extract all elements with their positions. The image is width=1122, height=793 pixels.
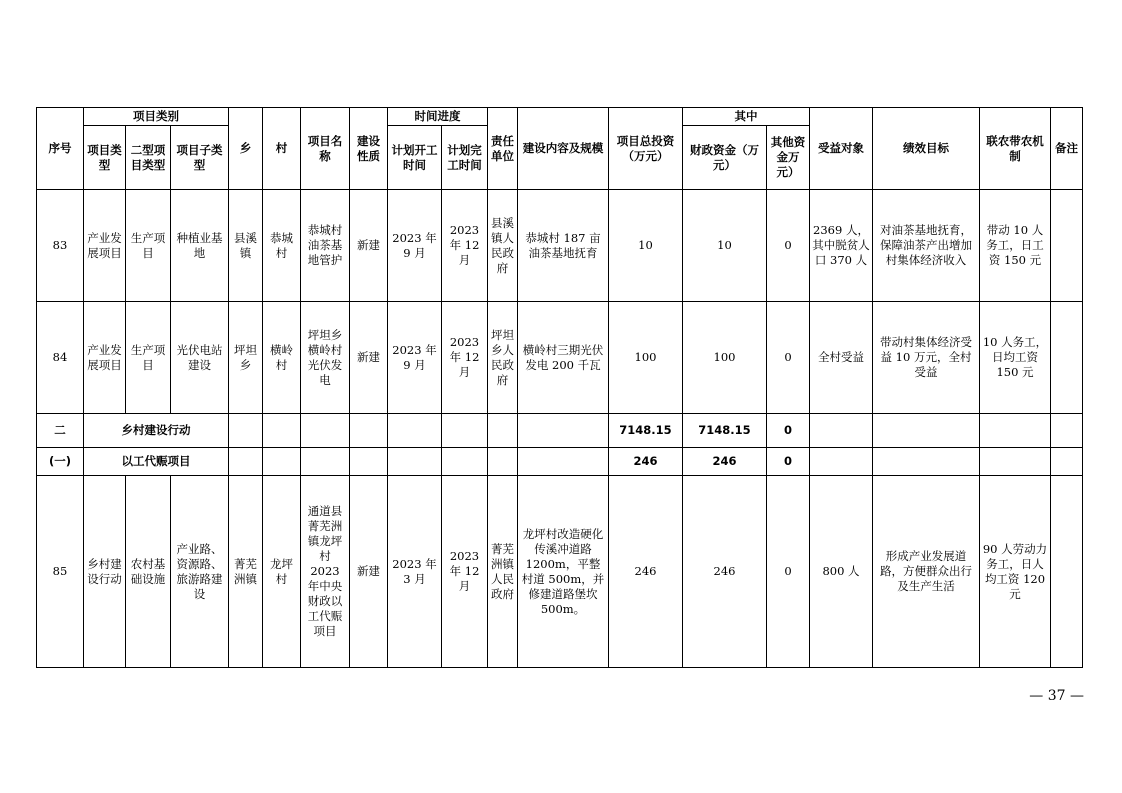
section-row [37,414,1083,448]
section-seq: 二 [37,414,84,448]
empty-cell [350,448,388,476]
row-seq: 85 [37,476,84,668]
row-finish: 2023 年 12 月 [442,476,488,668]
empty-cell [810,448,873,476]
header-village: 村 [263,108,301,190]
header-unit: 责任单位 [488,108,518,190]
empty-cell [229,448,263,476]
row-town: 菁芜洲镇 [229,476,263,668]
row-mechanism: 90 人劳动力务工，日人均工资 120 元 [980,476,1051,668]
row-town: 坪坦乡 [229,302,263,414]
subsection-row [37,448,1083,476]
row-type2: 生产项目 [126,302,171,414]
row-content: 横岭村三期光伏发电 200 千瓦 [518,302,609,414]
row-nature: 新建 [350,302,388,414]
row-type2: 农村基础设施 [126,476,171,668]
header-row-1 [37,108,1083,126]
row-village: 恭城村 [263,190,301,302]
row-goal: 形成产业发展道路，方便群众出行及生产生活 [873,476,980,668]
row-beneficiary: 800 人 [810,476,873,668]
header-finish: 计划完工时间 [442,126,488,190]
table-row [37,476,1083,668]
header-start: 计划开工时间 [388,126,442,190]
header-name: 项目名称 [301,108,350,190]
empty-cell [518,414,609,448]
header-subtype: 项目子类型 [171,126,229,190]
header-type2: 二型项目类型 [126,126,171,190]
row-name: 坪坦乡横岭村光伏发电 [301,302,350,414]
subsection-total: 246 [609,448,683,476]
row-seq: 83 [37,190,84,302]
section-other: 0 [767,414,810,448]
empty-cell [388,448,442,476]
empty-cell [263,414,301,448]
header-nature: 建设性质 [350,108,388,190]
row-village: 龙坪村 [263,476,301,668]
row-total: 10 [609,190,683,302]
empty-cell [442,448,488,476]
row-other: 0 [767,302,810,414]
row-project-type: 乡村建设行动 [84,476,126,668]
row-subtype: 产业路、资源路、旅游路建设 [171,476,229,668]
empty-cell [980,414,1051,448]
row-start: 2023 年 9 月 [388,302,442,414]
row-seq: 84 [37,302,84,414]
row-goal: 带动村集体经济受益 10 万元，全村受益 [873,302,980,414]
subsection-seq: (一) [37,448,84,476]
row-note [1051,476,1083,668]
subsection-other: 0 [767,448,810,476]
row-village: 横岭村 [263,302,301,414]
row-finish: 2023 年 12 月 [442,302,488,414]
header-seq: 序号 [37,108,84,190]
row-type2: 生产项目 [126,190,171,302]
row-fiscal: 246 [683,476,767,668]
row-nature: 新建 [350,476,388,668]
section-title: 乡村建设行动 [84,414,229,448]
header-content: 建设内容及规模 [518,108,609,190]
row-subtype: 光伏电站建设 [171,302,229,414]
row-unit: 坪坦乡人民政府 [488,302,518,414]
empty-cell [488,448,518,476]
table-row [37,302,1083,414]
header-note: 备注 [1051,108,1083,190]
empty-cell [229,414,263,448]
header-total: 项目总投资（万元） [609,108,683,190]
subsection-fiscal: 246 [683,448,767,476]
row-town: 县溪镇 [229,190,263,302]
empty-cell [873,448,980,476]
empty-cell [1051,448,1083,476]
empty-cell [980,448,1051,476]
header-fiscal: 财政资金（万元） [683,126,767,190]
empty-cell [442,414,488,448]
row-beneficiary: 全村受益 [810,302,873,414]
page-number: — 37 — [1029,688,1084,704]
row-total: 246 [609,476,683,668]
row-name: 通道县菁芜洲镇龙坪村 2023 年中央财政以工代赈项目 [301,476,350,668]
row-other: 0 [767,476,810,668]
empty-cell [301,414,350,448]
row-finish: 2023 年 12 月 [442,190,488,302]
row-nature: 新建 [350,190,388,302]
row-goal: 对油茶基地抚育，保障油茶产出增加村集体经济收入 [873,190,980,302]
row-fiscal: 100 [683,302,767,414]
empty-cell [873,414,980,448]
row-subtype: 种植业基地 [171,190,229,302]
table-row [37,190,1083,302]
row-start: 2023 年 9 月 [388,190,442,302]
empty-cell [263,448,301,476]
section-total: 7148.15 [609,414,683,448]
row-name: 恭城村油茶基地管护 [301,190,350,302]
empty-cell [488,414,518,448]
empty-cell [810,414,873,448]
header-goal: 绩效目标 [873,108,980,190]
header-of-which: 其中 [683,108,810,126]
row-fiscal: 10 [683,190,767,302]
row-total: 100 [609,302,683,414]
row-start: 2023 年 3 月 [388,476,442,668]
row-mechanism: 10 人务工，日均工资 150 元 [980,302,1051,414]
row-mechanism: 带动 10 人务工，日工资 150 元 [980,190,1051,302]
header-project-type: 项目类型 [84,126,126,190]
row-project-type: 产业发展项目 [84,190,126,302]
row-project-type: 产业发展项目 [84,302,126,414]
header-schedule: 时间进度 [388,108,488,126]
row-note [1051,190,1083,302]
header-category: 项目类别 [84,108,229,126]
row-unit: 县溪镇人民政府 [488,190,518,302]
empty-cell [1051,414,1083,448]
row-unit: 菁芜洲镇人民政府 [488,476,518,668]
row-content: 龙坪村改造硬化传溪冲道路 1200m，平整村道 500m，并修建道路堡坎 500m。 [518,476,609,668]
empty-cell [301,448,350,476]
row-note [1051,302,1083,414]
row-content: 恭城村 187 亩油茶基地抚育 [518,190,609,302]
header-other: 其他资金万元） [767,126,810,190]
empty-cell [518,448,609,476]
project-table [36,107,1083,668]
empty-cell [350,414,388,448]
subsection-title: 以工代赈项目 [84,448,229,476]
header-mechanism: 联农带农机制 [980,108,1051,190]
header-town: 乡 [229,108,263,190]
header-beneficiary: 受益对象 [810,108,873,190]
row-other: 0 [767,190,810,302]
row-beneficiary: 2369 人，其中脱贫人口 370 人 [810,190,873,302]
empty-cell [388,414,442,448]
section-fiscal: 7148.15 [683,414,767,448]
